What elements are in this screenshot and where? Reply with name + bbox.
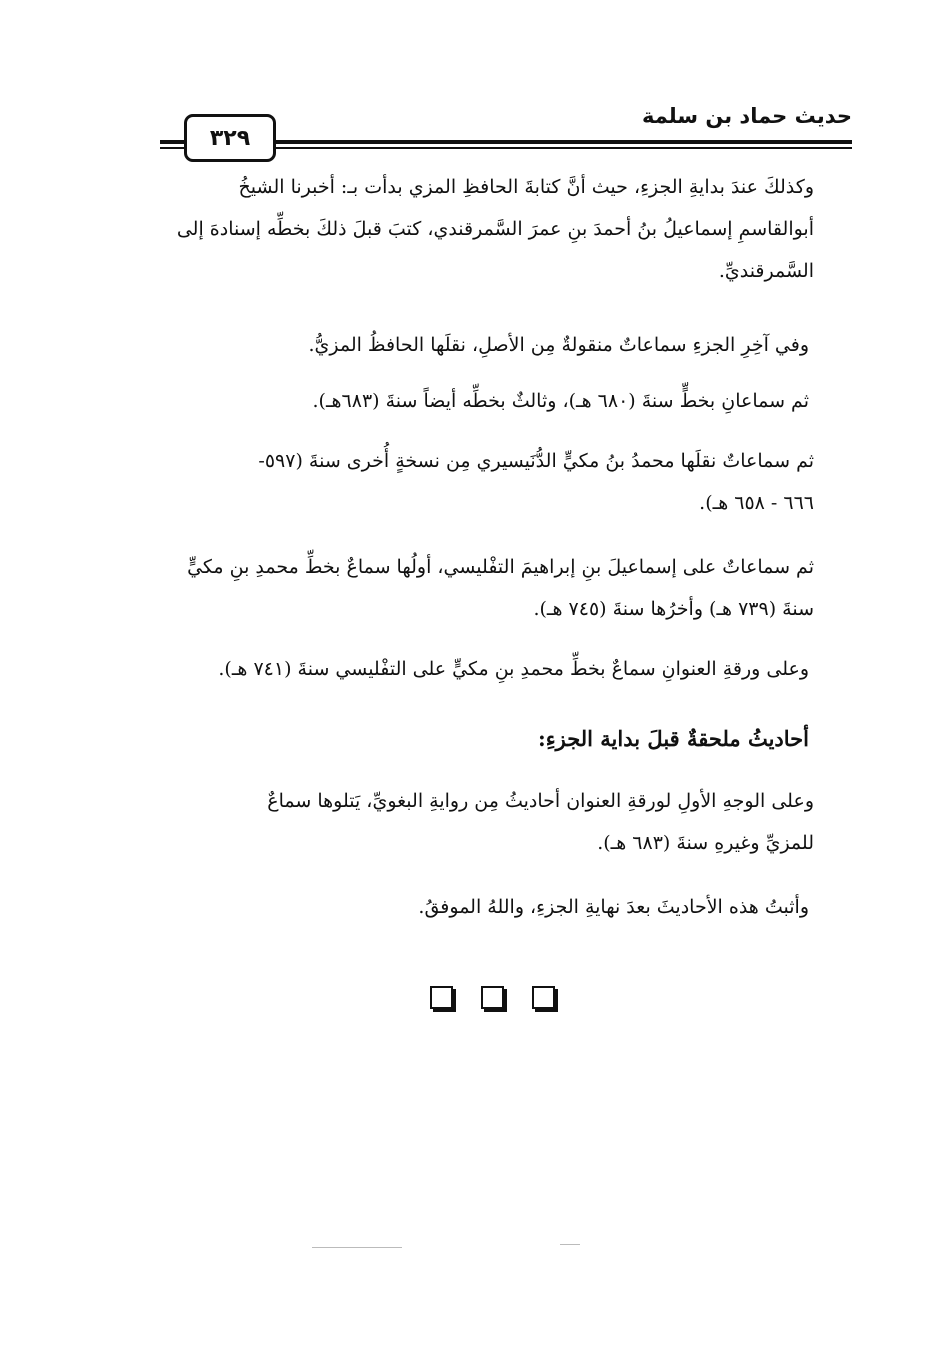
- paragraph-opening: [150, 166, 814, 292]
- text-line: وعلى الوجهِ الأولِ لورقةِ العنوان أحاديثُ مِن روايةِ البغويِّ، يَتلوها سماعٌ: [267, 790, 814, 812]
- text-line: ثم سماعاتٌ على إسماعيلَ بنِ إبراهيمَ التفْليسي، أولُها سماعٌ بخطِّ محمدِ بنِ مكيٍّ: [187, 556, 814, 578]
- text-line: أبوالقاسمِ إسماعيلُ بنُ أحمدَ بنِ عمرَ السَّمرقندي، كتبَ قبلَ ذلكَ بخطِّه إسنادهَ إلى: [176, 218, 814, 240]
- paragraph-tiflisi: [150, 546, 814, 630]
- heading-text: أحاديثُ ملحقةٌ قبلَ بداية الجزءِ:: [537, 726, 809, 751]
- paragraph-closing: [150, 886, 809, 928]
- text-line: سنةَ (٧٣٩ هـ) وأخرُها سنةَ (٧٤٥ هـ).: [533, 598, 814, 620]
- section-end-marks: [0, 986, 944, 1009]
- text-line: ثم سماعانِ بخطٍّ سنةَ (٦٨٠ هـ)، وثالثٌ بخطِّه أيضاً سنةَ (٦٨٣هـ).: [312, 390, 809, 412]
- page-number: ٣٢٩: [209, 125, 251, 151]
- text-line: السَّمرقنديِّ.: [718, 260, 814, 282]
- text-line: وكذلكَ عندَ بدايةِ الجزءِ، حيث أنَّ كتابةَ الحافظِ المزي بدأت بـ: أخبرنا الشيخُ: [238, 176, 814, 198]
- text-line: وأثبتُ هذه الأحاديثَ بعدَ نهايةِ الجزءِ، واللهُ الموفقُ.: [418, 896, 809, 918]
- paragraph-title-page: [150, 648, 809, 690]
- text-line: وفي آخِرِ الجزءِ سماعاتٌ منقولةٌ مِن الأصلِ، نقلَها الحافظُ المزيُّ.: [308, 334, 809, 356]
- text-line: ثم سماعاتٌ نقلَها محمدُ بنُ مكيٍّ الدُّنَيسيري مِن نسخةٍ أُخرى سنةَ (٥٩٧-: [258, 450, 814, 472]
- paragraph-baghawi: [150, 780, 814, 864]
- scan-speck: [560, 1244, 580, 1245]
- paragraph-two-samaat: [150, 380, 809, 422]
- running-header-title: حديث حماد بن سلمة: [641, 104, 852, 128]
- end-mark-box: [532, 986, 555, 1009]
- end-mark-box: [430, 986, 453, 1009]
- section-heading: [150, 718, 809, 760]
- paragraph-dunaysiri: [150, 440, 814, 524]
- text-line: وعلى ورقةِ العنوانِ سماعٌ بخطِّ محمدِ بنِ مكيٍّ على التفْليسي سنةَ (٧٤١ هـ).: [218, 658, 809, 680]
- end-mark-box: [481, 986, 504, 1009]
- paragraph-samaat-end: [150, 324, 809, 366]
- text-line: ٦٦٦ - ٦٥٨ هـ).: [699, 492, 814, 514]
- scan-speck: [312, 1247, 402, 1248]
- page-number-box: [184, 114, 276, 162]
- text-line: للمزيِّ وغيرهِ سنةَ (٦٨٣ هـ).: [597, 832, 814, 854]
